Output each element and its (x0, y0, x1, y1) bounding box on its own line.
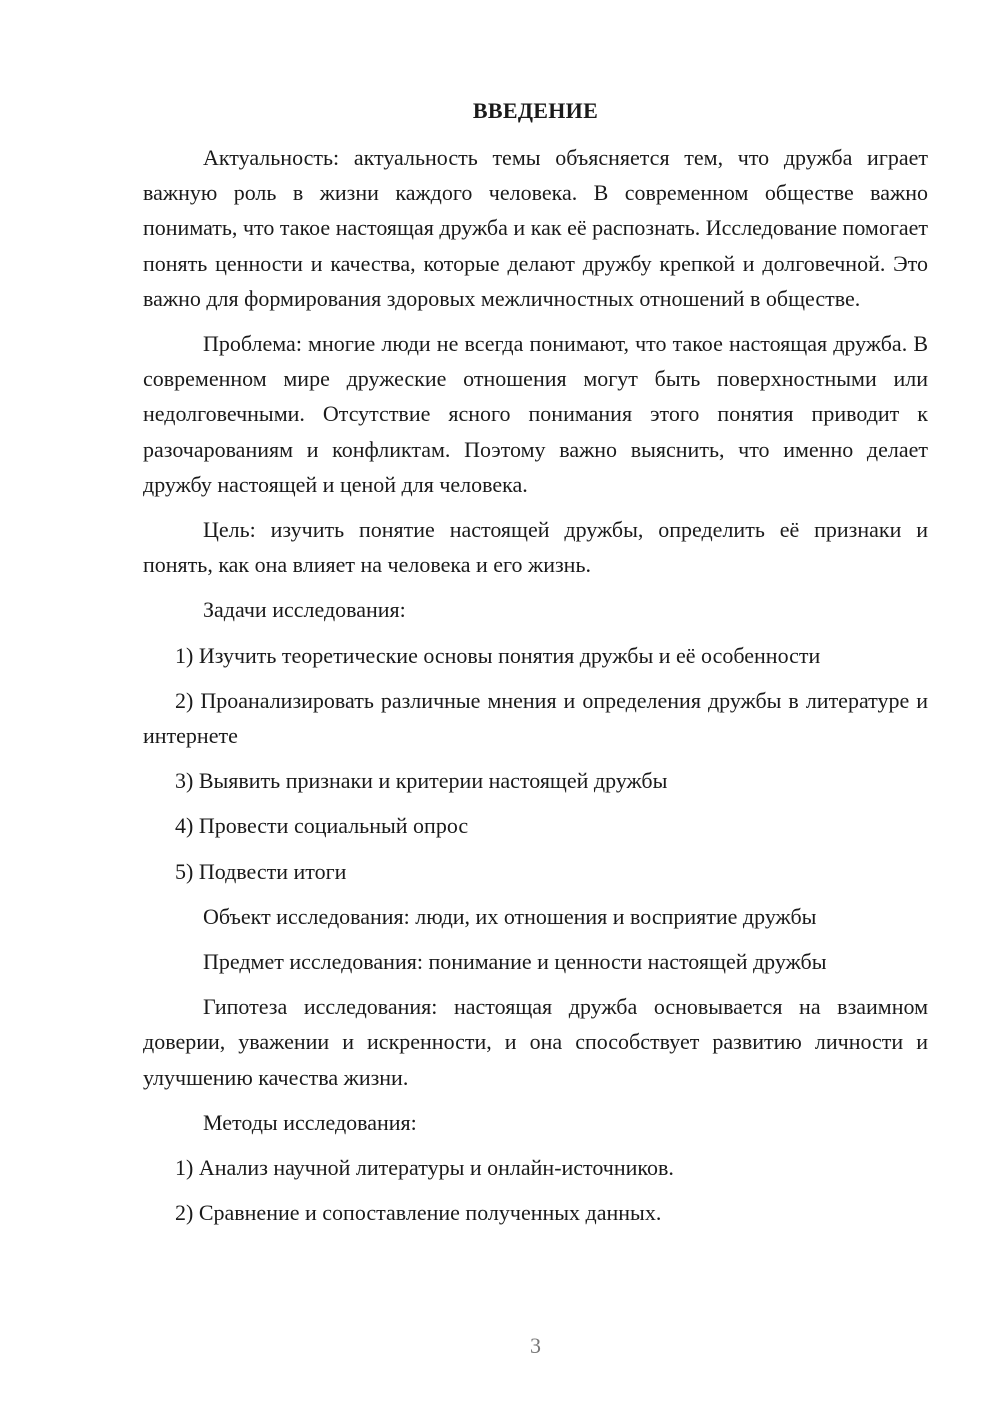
paragraph-subject: Предмет исследования: понимание и ценности настоящей дружбы (203, 949, 827, 975)
task-item: 1) Изучить теоретические основы понятия дружбы и её особенности (175, 642, 821, 668)
task-item: 3) Выявить признаки и критерии настоящей дружбы (175, 768, 668, 794)
task-item: 5) Подвести итоги (175, 858, 347, 884)
task-item: 4) Провести социальный опрос (175, 813, 469, 839)
task-item: 2) Проанализировать различные мнения и определения дружбы в литературе и интернете (143, 687, 928, 749)
method-item: 2) Сравнение и сопоставление полученных данных. (175, 1200, 662, 1226)
paragraph-problem: Проблема: многие люди не всегда понимают, что такое настоящая дружба. В современном мире дружеские отношения могут быть поверхностными или недолговечными. Отсутствие ясного понимания этого понятия приводит к разочарованиям и конфликтам. Поэтому важно выяснить, что именно делает дружбу настоящей и ценой для человека. (143, 331, 928, 497)
page-title: ВВЕДЕНИЕ (472, 98, 599, 123)
paragraph-object: Объект исследования: люди, их отношения и восприятие дружбы (203, 903, 817, 929)
method-item: 1) Анализ научной литературы и онлайн-источников. (175, 1155, 674, 1181)
document-body (143, 140, 928, 1240)
paragraph-hypothesis: Гипотеза исследования: настоящая дружба основывается на взаимном доверии, уважении и искренности, и она способствует развитию личности и улучшению качества жизни. (143, 994, 928, 1090)
methods-heading: Методы исследования: (203, 1109, 417, 1135)
paragraph-relevance: Актуальность: актуальность темы объясняется тем, что дружба играет важную роль в жизни каждого человека. В современном обществе важно понимать, что такое настоящая дружба и как её распознать. Исследование помогает понять ценности и качества, которые делают дружбу крепкой и долговечной. Это важно для формирования здоровых межличностных отношений в обществе. (143, 145, 928, 311)
page-number: 3 (530, 1333, 541, 1358)
paragraph-goal: Цель: изучить понятие настоящей дружбы, определить её признаки и понять, как она влияет на человека и его жизнь. (143, 517, 928, 578)
tasks-heading: Задачи исследования: (203, 597, 406, 623)
